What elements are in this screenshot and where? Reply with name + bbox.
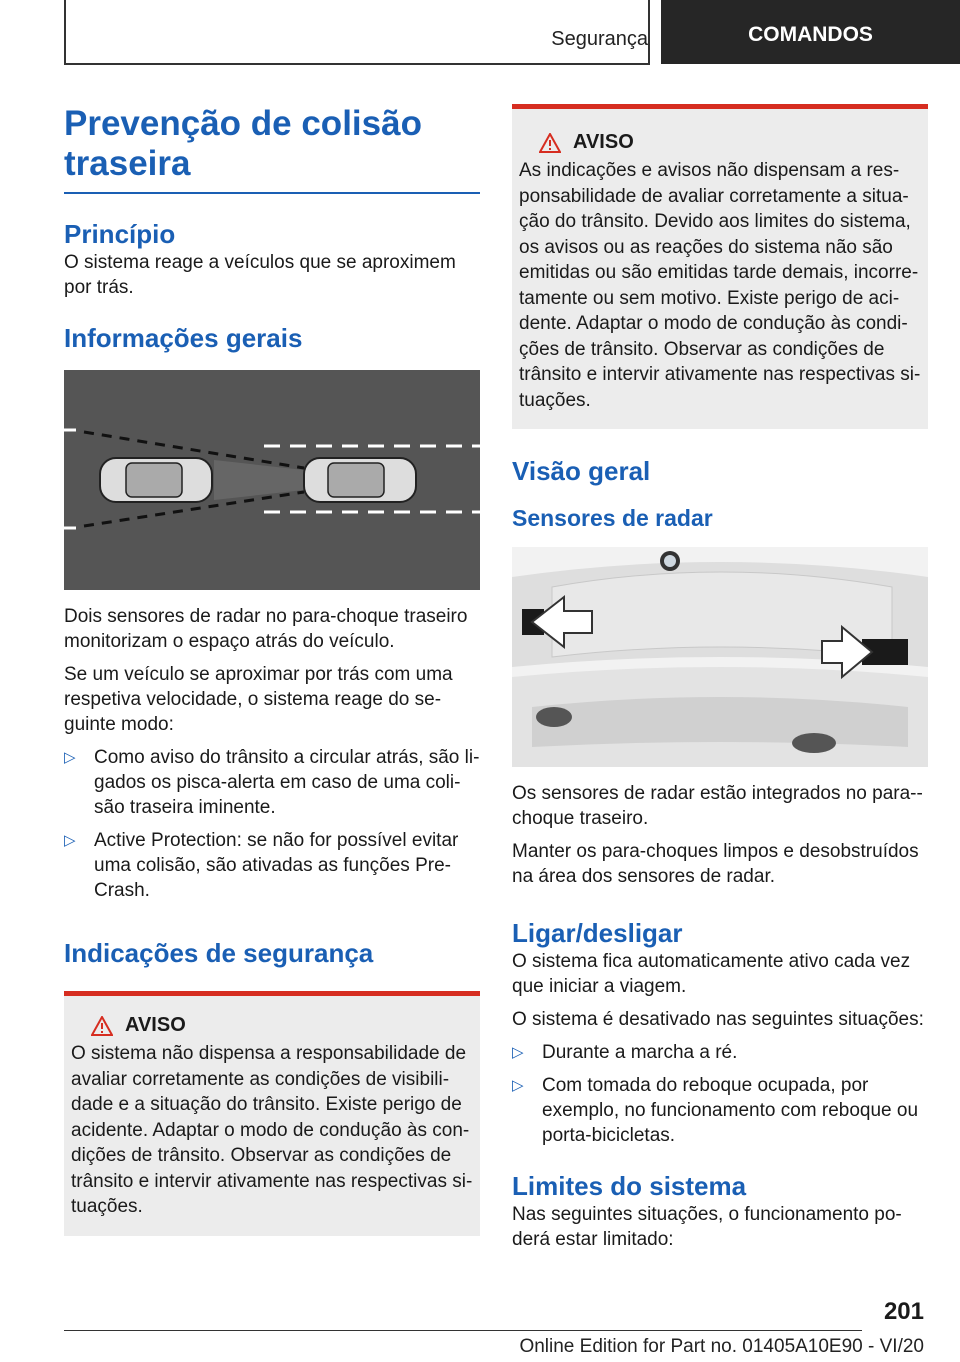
sensors-text-1: Os sensores de radar estão integrados no para--choque traseiro. [512,783,923,829]
radar-illustration [64,370,480,590]
safety-heading: Indicações de segurança [64,938,374,968]
sensors-heading: Sensores de radar [512,505,713,531]
page-number: 201 [883,1298,924,1325]
warning-label: AVISO [125,1014,186,1036]
header-left-rule [64,0,66,64]
onoff-text-1: O sistema fica automaticamente ativo cada vez que iniciar a viagem. [512,951,911,997]
warning-triangle-icon [539,133,561,153]
response-list [64,745,480,903]
limits-heading: Limites do sistema [512,1171,747,1201]
warning-title [519,131,921,154]
left-column [64,104,480,1236]
warning-triangle-icon [91,1016,113,1036]
deactivation-list [512,1040,928,1148]
approaching-car-icon [304,458,416,502]
overview-heading: Visão geral [512,456,651,486]
header-separator [648,0,650,64]
list-item: ▷ Durante a marcha a ré. [512,1040,928,1065]
header-bottom-rule [64,63,650,65]
general-text-2: Se um veículo se aproximar por trás com uma respetiva velocidade, o sistema reage do se-guinte modo: [64,664,453,735]
footer-rule [64,1330,862,1331]
page-title: Prevenção de colisão traseira [64,104,480,194]
rear-bumper-image [512,547,928,767]
principle-text: O sistema reage a veículos que se aproximem por trás. [64,252,456,298]
radar-diagram [64,370,480,590]
warning-box-right [512,104,928,429]
warning-label: AVISO [573,131,634,153]
rear-bumper-photo [512,547,928,767]
general-heading: Informações gerais [64,323,303,353]
header-section: Segurança [551,28,648,50]
general-text-1: Dois sensores de radar no para-choque traseiro monitorizam o espaço atrás do veículo. [64,606,468,652]
warning-title [71,1014,473,1037]
onoff-heading: Ligar/desligar [512,918,683,948]
warning-text: As indicações e avisos não dispensam a res-ponsabilidade de avaliar corretamente a situa-ção do trânsito. Devido aos limites do sistema, os avisos ou as reações do sistema não são emitidas ou são emitidas tarde demais, incorre-tamente ou sem motivo. Existe perigo de aci-dente. Adaptar o modo de condução às condi-ções de trânsito. Observar as condições de trânsito e intervir ativamente nas respectivas si-tuações. [519,160,921,411]
warning-text: O sistema não dispensa a responsabilidade de avaliar corretamente as condições de visibili-dade e a situação do trânsito. Existe perigo de acidente. Adaptar o modo de condução às con-dições de trânsito. Observar as condições de trânsito e intervir ativamente nas respectivas si-tuações. [71,1043,473,1217]
list-item: ▷ Como aviso do trânsito a circular atrás, são li-gados os pisca-alerta em caso de uma coli-são traseira iminente. [64,745,480,820]
list-item: ▷ Com tomada do reboque ocupada, por exemplo, no funcionamento com reboque ou porta-bicicletas. [512,1073,928,1148]
sensors-text-2: Manter os para-choques limpos e desobstruídos na área dos sensores de radar. [512,841,919,887]
limits-text: Nas seguintes situações, o funcionamento po-derá estar limitado: [512,1204,902,1250]
list-item: ▷ Active Protection: se não for possível evitar uma colisão, são ativadas as funções Pre-Crash. [64,828,480,903]
onoff-text-2: O sistema é desativado nas seguintes situações: [512,1009,924,1030]
own-car-icon [100,458,212,502]
footer-edition: Online Edition for Part no. 01405A10E90 - VI/20 [519,1336,924,1357]
right-column [512,104,928,1252]
warning-box-left [64,991,480,1236]
principle-heading: Princípio [64,219,176,249]
header-chapter-tab: COMANDOS [661,0,960,64]
